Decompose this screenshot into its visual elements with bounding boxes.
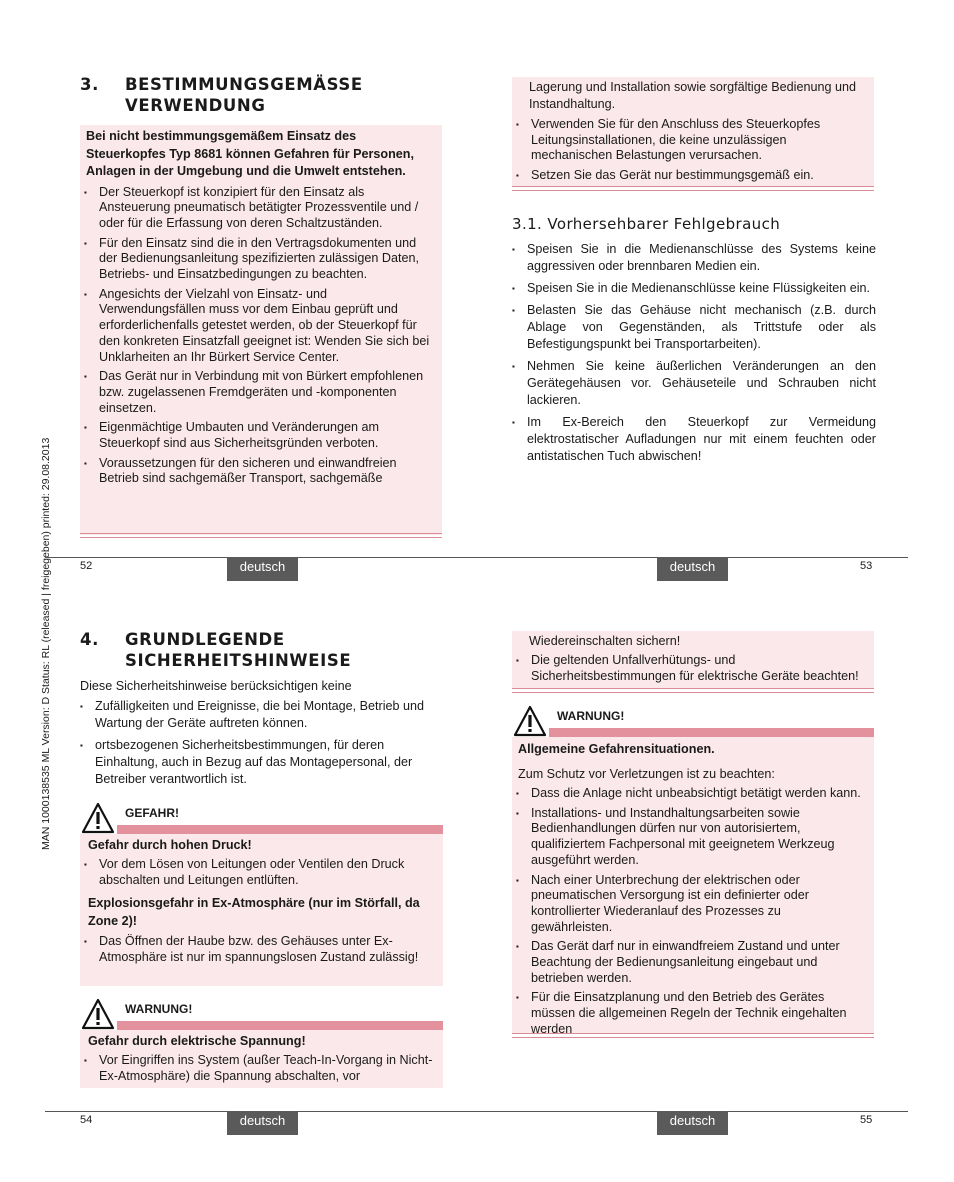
danger-bar: [117, 825, 443, 834]
danger-box: [80, 834, 443, 986]
list-item: ▪ Das Gerät darf nur in einwandfreiem Zustand und unter Beachtung der Bedienungsanleitung eingebaut und betrieben werden.: [512, 939, 864, 986]
list-item: ▪ Für den Einsatz sind die in den Vertragsdokumenten und der Bedienungsanleitung spezifizierten zulässigen Daten, Betriebs- und Einsatzbedingungen zu beachten.: [80, 236, 432, 283]
heading-line-2: SICHERHEITSHINWEISE: [125, 651, 352, 670]
box-list: [80, 181, 442, 488]
usage-info-box: [80, 125, 442, 535]
language-tab: deutsch: [227, 1111, 298, 1135]
page-number: 53: [860, 560, 873, 572]
box-bottom-rule: [512, 186, 874, 191]
heading-line-2: VERWENDUNG: [125, 96, 266, 115]
warning-list: [80, 1052, 443, 1084]
safety-intro: Diese Sicherheitshinweise berücksichtigen keine: [80, 679, 352, 693]
list-item: ▪ Dass die Anlage nicht unbeabsichtigt betätigt werden kann.: [512, 786, 864, 802]
language-tab: deutsch: [657, 1111, 728, 1135]
warning-triangle-icon: [81, 998, 115, 1030]
safety-exclusions-list: [76, 698, 442, 792]
list-item: ▪ Angesichts der Vielzahl von Einsatz- und Verwendungsfällen muss vor dem Einbau geprüft und erforderlichenfalls getestet werden, ob der Steuerkopf für den konkreten Einsatzfall geeignet ist: Wenden Sie sich bei Unklarheiten an Ihr Bürkert Service Center.: [80, 287, 432, 366]
warning-box-electric-continued: [512, 631, 874, 689]
list-item: ▪ Der Steuerkopf ist konzipiert für den Einsatz als Ansteuerung pneumatisch betätigter Prozessventile und / oder für die Erfassung von deren Schaltzuständen.: [80, 185, 432, 232]
box-continuation: Wiedereinschalten sichern!: [529, 634, 681, 648]
page-number: 52: [80, 560, 93, 572]
section-3-heading: [80, 74, 440, 116]
list-item: ▪ ortsbezogenen Sicherheitsbestimmungen, für deren Einhaltung, auch in Bezug auf das Montagepersonal, der Betreiber verantwortlich ist.: [76, 737, 442, 788]
language-tab: deutsch: [227, 557, 298, 581]
box-bottom-rule: [512, 1033, 874, 1038]
danger-list: [80, 856, 443, 888]
list-item: ▪ Zufälligkeiten und Ereignisse, die bei Montage, Betrieb und Wartung der Geräte auftreten können.: [76, 698, 442, 732]
list-item: ▪ Vor Eingriffen ins System (außer Teach-In-Vorgang in Nicht-Ex-Atmosphäre) die Spannung abschalten, vor: [80, 1053, 433, 1084]
list-item: ▪ Installations- und Instandhaltungsarbeiten sowie Bedienhandlungen dürfen nur von autorisiertem, qualifiziertem Fachpersonal mit geeignetem Werkzeug ausgeführt werden.: [512, 806, 864, 869]
danger-list: [80, 933, 443, 965]
box-intro: Bei nicht bestimmungsgemäßem Einsatz des Steuerkopfes Typ 8681 können Gefahren für Personen, Anlagen in der Umgebung und die Umwelt entstehen.: [86, 129, 414, 178]
misuse-list: [508, 241, 876, 470]
warning-label: WARNUNG!: [125, 1002, 193, 1016]
list-item: ▪ Setzen Sie das Gerät nur bestimmungsgemäß ein.: [512, 168, 864, 184]
usage-info-box-continued: [512, 77, 874, 187]
list-item: ▪ Belasten Sie das Gehäuse nicht mechanisch (z.B. durch Ablage von Gegenständen, als Trittstufe oder als Befestigungspunkt bei Transportarbeiten).: [508, 302, 876, 353]
list-item: ▪ Speisen Sie in die Medienanschlüsse des Systems keine aggressiven oder brennbaren Medien ein.: [508, 241, 876, 275]
warning-intro: Zum Schutz vor Verletzungen ist zu beachten:: [518, 767, 775, 781]
warning-bar: [549, 728, 874, 737]
page-number: 54: [80, 1114, 93, 1126]
list-item: ▪ Eigenmächtige Umbauten und Veränderungen am Steuerkopf sind aus Sicherheitsgründen verboten.: [80, 420, 432, 451]
list-item: ▪ Im Ex-Bereich den Steuerkopf zur Vermeidung elektrostatischer Aufladungen nur mit einem feuchten oder antistatischen Tuch abwischen!: [508, 414, 876, 465]
warning-bar: [117, 1021, 443, 1030]
page-number: 55: [860, 1114, 873, 1126]
footer-rule: [45, 557, 908, 558]
warning-heading: Allgemeine Gefahrensituationen.: [518, 742, 715, 756]
footer-rule: [45, 1111, 908, 1112]
warning-heading: Gefahr durch elektrische Spannung!: [88, 1034, 306, 1048]
danger-label: GEFAHR!: [125, 806, 179, 820]
list-item: ▪ Die geltenden Unfallverhütungs- und Sicherheitsbestimmungen für elektrische Geräte beachten!: [512, 653, 864, 684]
warning-list: [512, 785, 874, 1038]
warning-box-general: [512, 737, 874, 1036]
list-item: ▪ Nehmen Sie keine äußerlichen Veränderungen an den Gerätegehäusen vor. Gehäuseteile und Schrauben nicht lackieren.: [508, 358, 876, 409]
section-number: 4.: [80, 630, 99, 649]
language-tab: deutsch: [657, 557, 728, 581]
box-bottom-rule: [80, 533, 442, 538]
box-list: [512, 653, 874, 684]
section-4-heading: [80, 629, 440, 671]
list-item: ▪ Für die Einsatzplanung und den Betrieb des Gerätes müssen die allgemeinen Regeln der Technik eingehalten werden: [512, 990, 864, 1037]
list-item: ▪ Voraussetzungen für den sicheren und einwandfreien Betrieb sind sachgemäßer Transport, sachgemäße: [80, 456, 432, 487]
list-item: ▪ Verwenden Sie für den Anschluss des Steuerkopfes Leitungsinstallationen, die keine unzulässigen mechanischen Belastungen verursachen.: [512, 117, 864, 164]
subsection-3-1-heading: 3.1. Vorhersehbarer Fehlgebrauch: [512, 215, 781, 233]
danger-heading-pressure: Gefahr durch hohen Druck!: [88, 838, 252, 852]
list-item: ▪ Speisen Sie in die Medienanschlüsse keine Flüssigkeiten ein.: [508, 280, 876, 297]
box-bottom-rule: [512, 688, 874, 693]
heading-line-1: GRUNDLEGENDE: [125, 630, 285, 649]
print-metadata: MAN 1000138535 ML Version: D Status: RL (released | freigegeben) printed: 29.08.2013: [40, 437, 52, 850]
list-item: ▪ Nach einer Unterbrechung der elektrischen oder pneumatischen Versorgung ist ein definierter oder kontrollierter Wiederanlauf des Prozesses zu gewährleisten.: [512, 873, 864, 936]
warning-triangle-icon: [81, 802, 115, 834]
warning-box-electric: [80, 1030, 443, 1088]
list-item: ▪ Das Öffnen der Haube bzw. des Gehäuses unter Ex-Atmosphäre ist nur im spannungslosen Zustand zulässig!: [80, 934, 433, 965]
box-list: [512, 117, 874, 184]
list-item: ▪ Vor dem Lösen von Leitungen oder Ventilen den Druck abschalten und Leitungen entlüften.: [80, 857, 433, 888]
warning-triangle-icon: [513, 705, 547, 737]
warning-label: WARNUNG!: [557, 709, 625, 723]
danger-heading-explosion: Explosionsgefahr in Ex-Atmosphäre (nur im Störfall, da Zone 2)!: [88, 896, 420, 929]
section-number: 3.: [80, 75, 99, 94]
heading-line-1: BESTIMMUNGSGEMÄSSE: [125, 75, 363, 94]
box-continuation: Lagerung und Installation sowie sorgfältige Bedienung und Instandhaltung.: [529, 80, 856, 111]
list-item: ▪ Das Gerät nur in Verbindung mit von Bürkert empfohlenen bzw. zugelassenen Fremdgeräten und -komponenten einsetzen.: [80, 369, 432, 416]
